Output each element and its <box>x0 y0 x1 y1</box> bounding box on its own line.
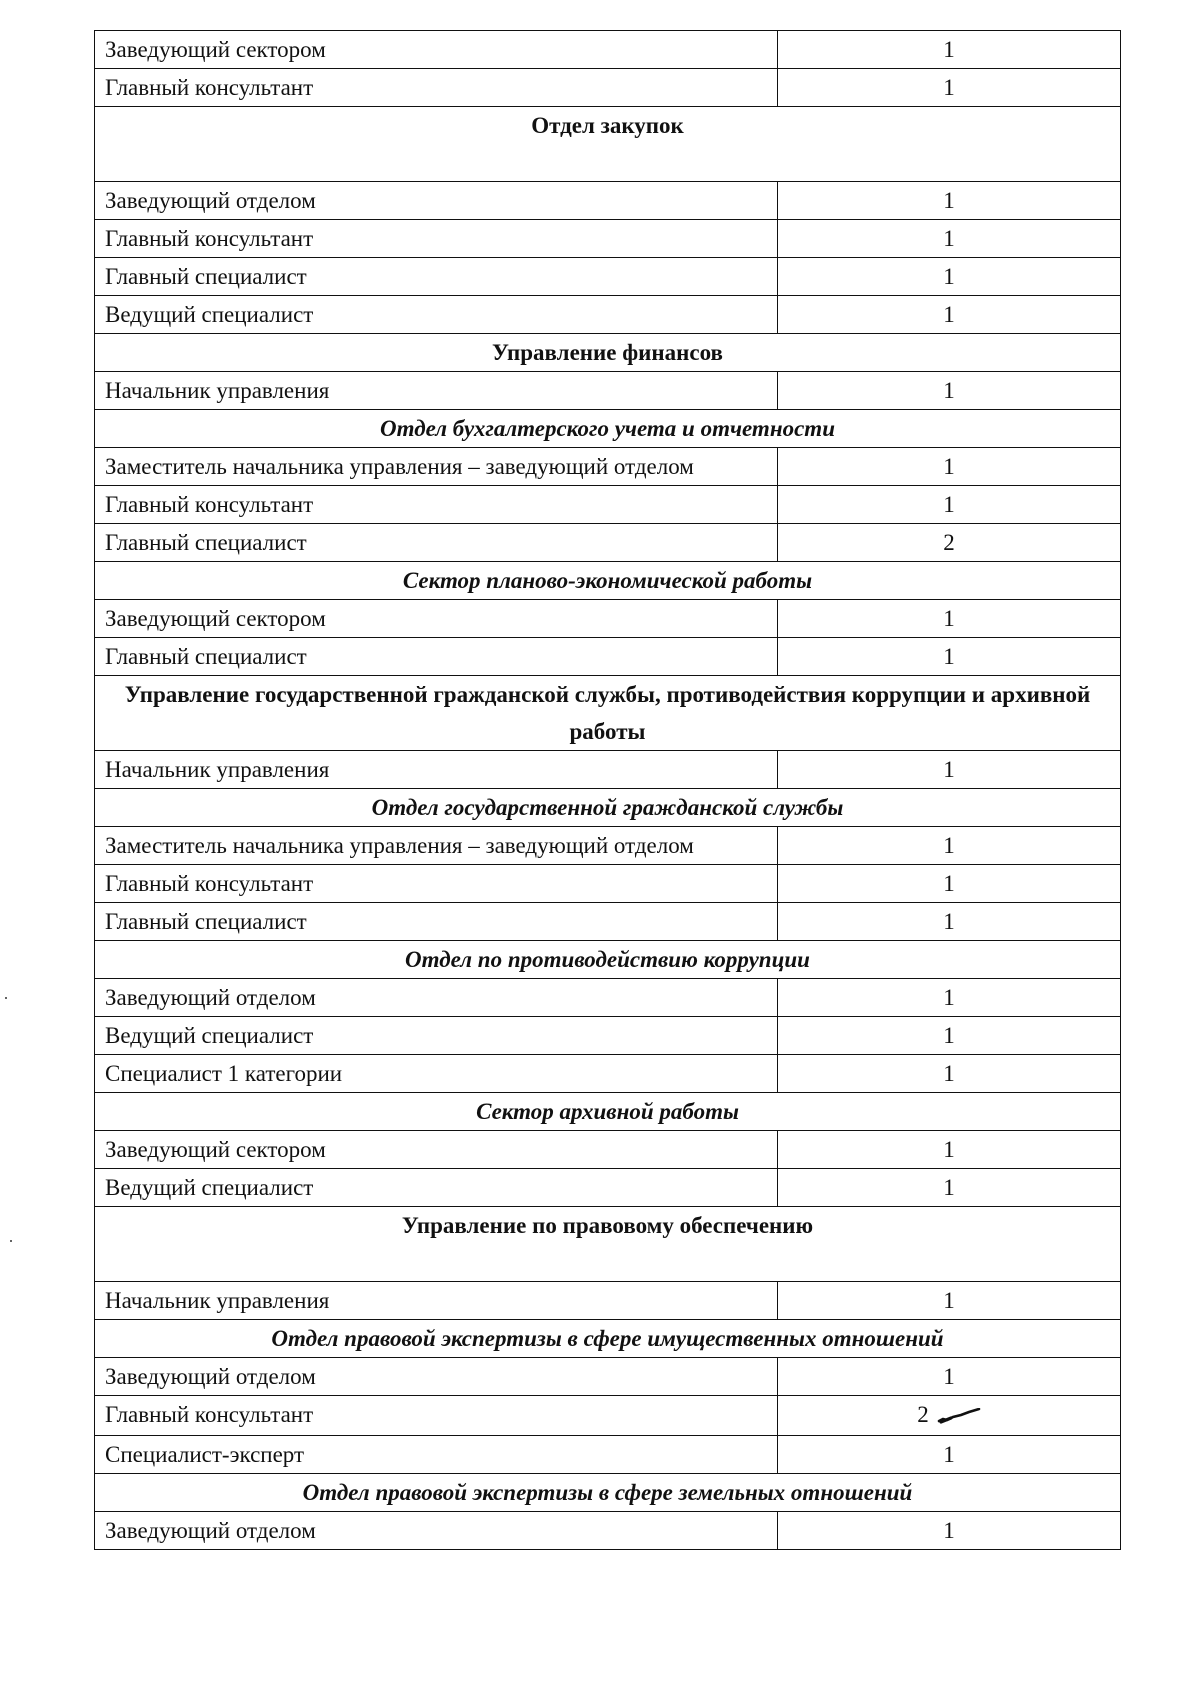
position-count: 1 <box>943 644 955 669</box>
table-row <box>95 1512 1121 1550</box>
position-name-cell: Главный специалист <box>95 258 778 296</box>
section-header-row <box>95 1207 1121 1282</box>
table-row <box>95 220 1121 258</box>
position-count: 1 <box>943 1023 955 1048</box>
position-name-cell: Заведующий сектором <box>95 1131 778 1169</box>
position-count: 1 <box>943 302 955 327</box>
position-count: 1 <box>943 1137 955 1162</box>
position-name-cell: Заведующий отделом <box>95 1512 778 1550</box>
position-name-cell: Главный специалист <box>95 903 778 941</box>
staff-table <box>94 30 1121 1550</box>
section-header-row <box>95 410 1121 448</box>
table-row <box>95 865 1121 903</box>
position-count: 1 <box>943 985 955 1010</box>
section-header-row <box>95 1093 1121 1131</box>
position-count-cell <box>778 258 1121 296</box>
position-count-cell <box>778 751 1121 789</box>
table-row <box>95 31 1121 69</box>
section-title: Отдел бухгалтерского учета и отчетности <box>95 410 1121 448</box>
position-count: 1 <box>943 454 955 479</box>
position-name-cell: Ведущий специалист <box>95 1169 778 1207</box>
section-header-row <box>95 1320 1121 1358</box>
position-count: 1 <box>943 1175 955 1200</box>
position-count-cell <box>778 1017 1121 1055</box>
scan-speck <box>5 997 7 999</box>
position-count: 1 <box>943 75 955 100</box>
position-count: 1 <box>943 226 955 251</box>
section-header-row <box>95 562 1121 600</box>
table-row <box>95 600 1121 638</box>
position-count: 1 <box>943 871 955 896</box>
scan-speck <box>10 1240 12 1242</box>
table-row <box>95 1396 1121 1436</box>
table-row <box>95 751 1121 789</box>
position-count-cell <box>778 31 1121 69</box>
position-name-cell: Главный консультант <box>95 220 778 258</box>
position-name-cell: Заведующий отделом <box>95 979 778 1017</box>
position-name-cell: Главный консультант <box>95 486 778 524</box>
position-count-cell <box>778 827 1121 865</box>
position-count-cell <box>778 1396 1121 1436</box>
section-title: Управление государственной гражданской службы, противодействия коррупции и архивной работы <box>95 676 1121 751</box>
table-row <box>95 1017 1121 1055</box>
position-count-cell <box>778 1131 1121 1169</box>
position-count: 1 <box>943 1061 955 1086</box>
position-count-cell <box>778 903 1121 941</box>
position-name-cell: Главный специалист <box>95 638 778 676</box>
section-title: Отдел по противодействию коррупции <box>95 941 1121 979</box>
table-row <box>95 827 1121 865</box>
position-name-cell: Заведующий сектором <box>95 600 778 638</box>
position-count-cell <box>778 448 1121 486</box>
position-count: 1 <box>943 909 955 934</box>
position-name-cell: Главный консультант <box>95 865 778 903</box>
section-title: Сектор архивной работы <box>95 1093 1121 1131</box>
position-name-cell: Заместитель начальника управления – заведующий отделом <box>95 827 778 865</box>
section-header-row <box>95 789 1121 827</box>
position-count-cell <box>778 1282 1121 1320</box>
section-header-row <box>95 941 1121 979</box>
position-name-cell: Ведущий специалист <box>95 1017 778 1055</box>
position-name-cell: Заведующий отделом <box>95 1358 778 1396</box>
table-row <box>95 1169 1121 1207</box>
table-row <box>95 69 1121 107</box>
handwritten-check-icon <box>937 1398 981 1435</box>
position-count-cell <box>778 979 1121 1017</box>
table-row <box>95 1358 1121 1396</box>
position-count: 1 <box>943 188 955 213</box>
table-row <box>95 638 1121 676</box>
position-count-cell <box>778 638 1121 676</box>
position-name-cell: Заместитель начальника управления – заведующий отделом <box>95 448 778 486</box>
position-name-cell: Главный консультант <box>95 1396 778 1436</box>
section-title: Отдел правовой экспертизы в сфере имущественных отношений <box>95 1320 1121 1358</box>
position-count-cell <box>778 372 1121 410</box>
table-row <box>95 1131 1121 1169</box>
position-count: 1 <box>943 606 955 631</box>
position-count-cell <box>778 182 1121 220</box>
position-count-cell <box>778 69 1121 107</box>
section-header-row <box>95 334 1121 372</box>
table-row <box>95 258 1121 296</box>
table-row <box>95 1055 1121 1093</box>
section-title: Сектор планово-экономической работы <box>95 562 1121 600</box>
position-count: 1 <box>943 1288 955 1313</box>
position-name-cell: Начальник управления <box>95 372 778 410</box>
staff-table-body <box>95 31 1121 1550</box>
position-name-cell: Главный консультант <box>95 69 778 107</box>
position-count-cell <box>778 600 1121 638</box>
section-title: Отдел закупок <box>95 107 1121 182</box>
position-name-cell: Специалист-эксперт <box>95 1436 778 1474</box>
position-count: 1 <box>943 833 955 858</box>
table-row <box>95 979 1121 1017</box>
position-count: 1 <box>943 378 955 403</box>
position-count-cell <box>778 1436 1121 1474</box>
position-name-cell: Начальник управления <box>95 751 778 789</box>
table-row <box>95 486 1121 524</box>
position-count-cell <box>778 1055 1121 1093</box>
position-count-cell <box>778 296 1121 334</box>
position-count-cell <box>778 865 1121 903</box>
position-count-cell <box>778 486 1121 524</box>
section-header-row <box>95 1474 1121 1512</box>
position-count-cell <box>778 1512 1121 1550</box>
position-count-cell <box>778 1169 1121 1207</box>
position-count: 1 <box>943 37 955 62</box>
position-name-cell: Заведующий отделом <box>95 182 778 220</box>
position-count: 1 <box>943 1442 955 1468</box>
table-row <box>95 1282 1121 1320</box>
section-header-row <box>95 107 1121 182</box>
section-title: Отдел правовой экспертизы в сфере земельных отношений <box>95 1474 1121 1512</box>
section-title: Управление по правовому обеспечению <box>95 1207 1121 1282</box>
table-row <box>95 1436 1121 1474</box>
section-title: Управление финансов <box>95 334 1121 372</box>
position-count-cell <box>778 524 1121 562</box>
position-count-cell <box>778 220 1121 258</box>
position-count: 2 <box>943 530 955 555</box>
table-row <box>95 182 1121 220</box>
position-count-cell <box>778 1358 1121 1396</box>
position-count: 1 <box>943 757 955 782</box>
position-name-cell: Ведущий специалист <box>95 296 778 334</box>
position-count: 1 <box>943 264 955 289</box>
table-row <box>95 903 1121 941</box>
table-row <box>95 296 1121 334</box>
section-title: Отдел государственной гражданской службы <box>95 789 1121 827</box>
position-name-cell: Заведующий сектором <box>95 31 778 69</box>
table-row <box>95 448 1121 486</box>
table-row <box>95 524 1121 562</box>
position-name-cell: Начальник управления <box>95 1282 778 1320</box>
position-count: 1 <box>943 1518 955 1544</box>
position-count: 1 <box>943 492 955 517</box>
position-count: 1 <box>943 1364 955 1389</box>
section-header-row <box>95 676 1121 751</box>
position-count: 2 <box>917 1402 929 1427</box>
position-name-cell: Главный специалист <box>95 524 778 562</box>
position-name-cell: Специалист 1 категории <box>95 1055 778 1093</box>
table-row <box>95 372 1121 410</box>
